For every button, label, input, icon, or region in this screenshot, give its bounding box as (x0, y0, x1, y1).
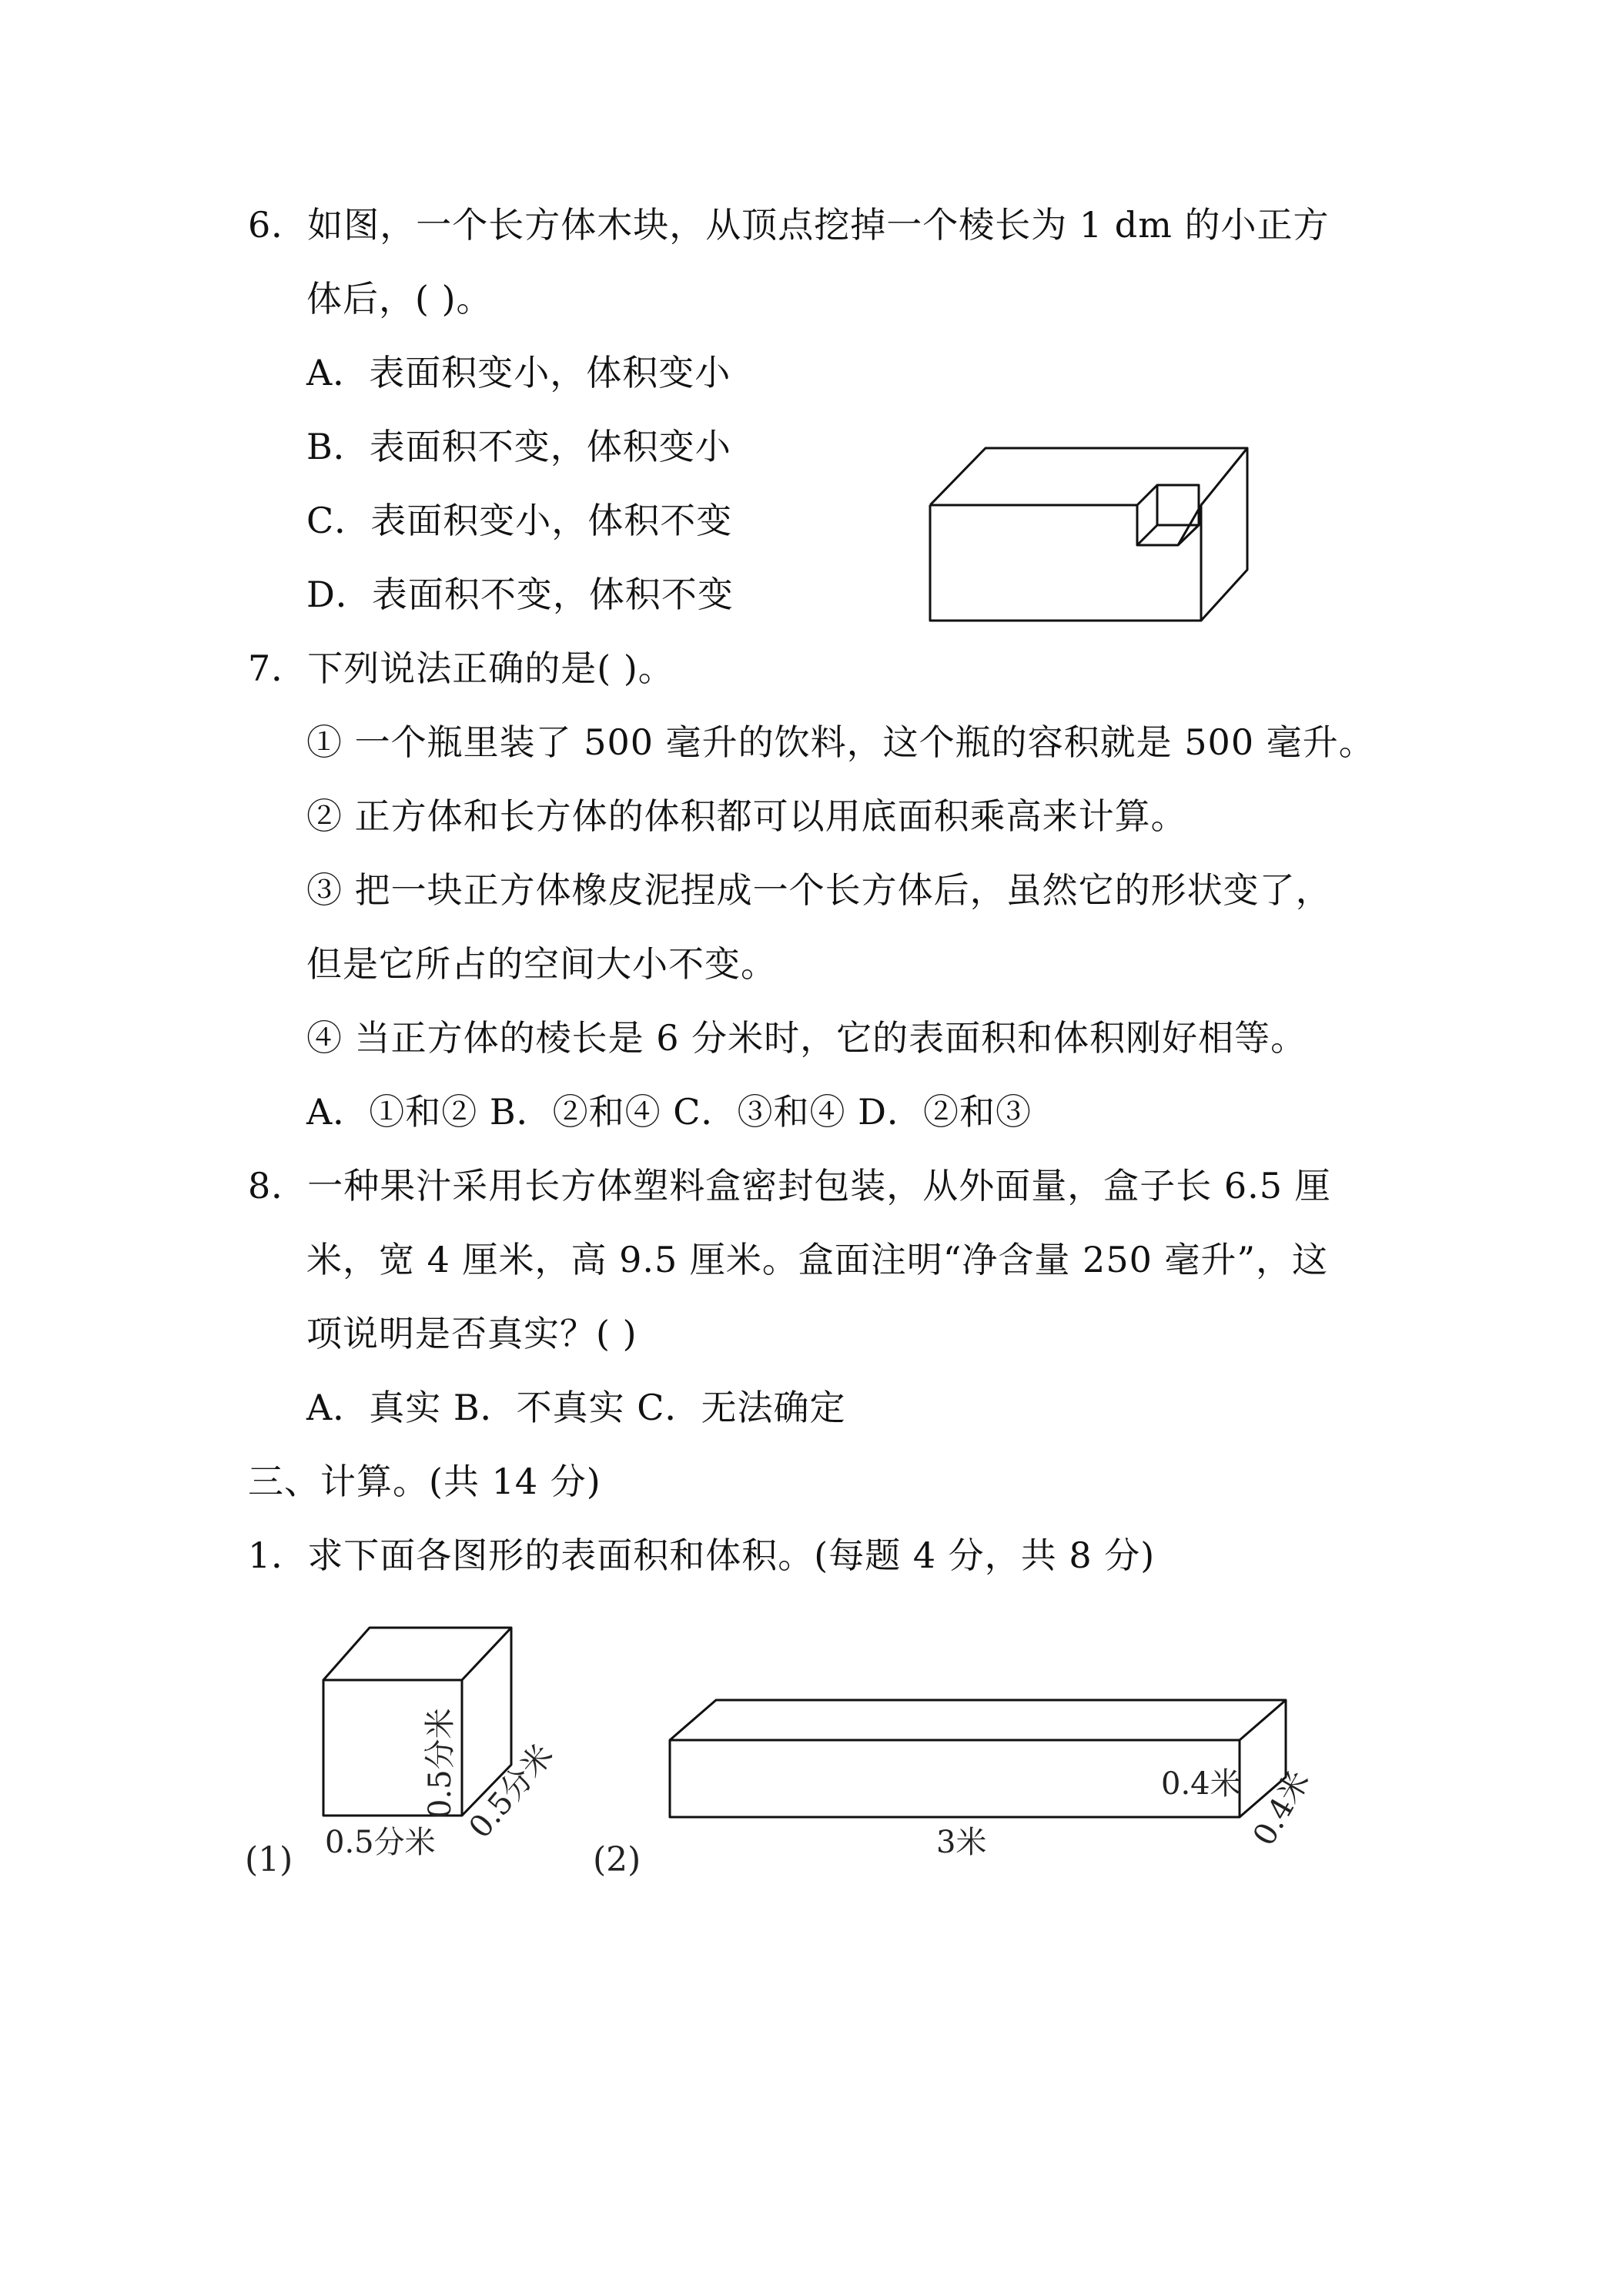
q8-stem-line2: 米，宽 4 厘米，高 9.5 厘米。盒面注明“净含量 250 毫升”，这 (306, 1239, 1328, 1280)
fig2-depth-label: 0.4米 (1246, 1765, 1317, 1852)
fig1-tag: (1) (245, 1840, 293, 1879)
fig2-length-label: 3米 (936, 1825, 987, 1860)
fig2-tag: (2) (593, 1840, 641, 1879)
q7-statement-3-cont: 但是它所占的空间大小不变。 (306, 943, 777, 985)
q8-stem-line3: 项说明是否真实？( ) (306, 1313, 637, 1354)
section3-q1-stem: 1．求下面各图形的表面积和体积。(每题 4 分，共 8 分) (248, 1535, 1156, 1576)
q8-options: A．真实 B．不真实 C．无法确定 (306, 1387, 846, 1428)
q6-option-b: B．表面积不变，体积变小 (306, 426, 731, 467)
figure-1-cube (239, 1617, 593, 1879)
q7-statement-2: ② 正方体和长方体的体积都可以用底面积乘高来计算。 (306, 795, 1187, 837)
section3-heading: 三、计算。(共 14 分) (248, 1461, 601, 1502)
q7-stem: 7．下列说法正确的是( )。 (248, 648, 674, 689)
q6-option-c: C．表面积变小，体积不变 (306, 500, 733, 541)
figure-2-cuboid (593, 1694, 1332, 1894)
q7-statement-4: ④ 当正方体的棱长是 6 分米时，它的表面积和体积刚好相等。 (306, 1017, 1307, 1059)
q6-cuboid-figure (924, 437, 1263, 630)
q7-statement-3: ③ 把一块正方体橡皮泥捏成一个长方体后，虽然它的形状变了， (306, 869, 1332, 911)
q8-stem-line1: 8．一种果汁采用长方体塑料盒密封包装，从外面量，盒子长 6.5 厘 (248, 1165, 1331, 1207)
q7-statement-1: ① 一个瓶里装了 500 毫升的饮料，这个瓶的容积就是 500 毫升。 (306, 721, 1375, 763)
q6-option-d: D．表面积不变，体积不变 (306, 574, 734, 615)
fig1-width-label: 0.5分米 (325, 1825, 436, 1860)
q6-option-a: A．表面积变小，体积变小 (306, 352, 731, 393)
fig2-height-label: 0.4米 (1161, 1766, 1241, 1802)
fig1-depth-label: 0.5分米 (462, 1737, 561, 1846)
fig1-height-label: 0.5分米 (423, 1708, 458, 1819)
q6-stem-line2: 体后，( )。 (306, 278, 493, 320)
q7-options: A．①和② B．②和④ C．③和④ D．②和③ (306, 1091, 1032, 1133)
q6-stem-line1: 6．如图，一个长方体木块，从顶点挖掉一个棱长为 1 dm 的小正方 (248, 204, 1330, 246)
